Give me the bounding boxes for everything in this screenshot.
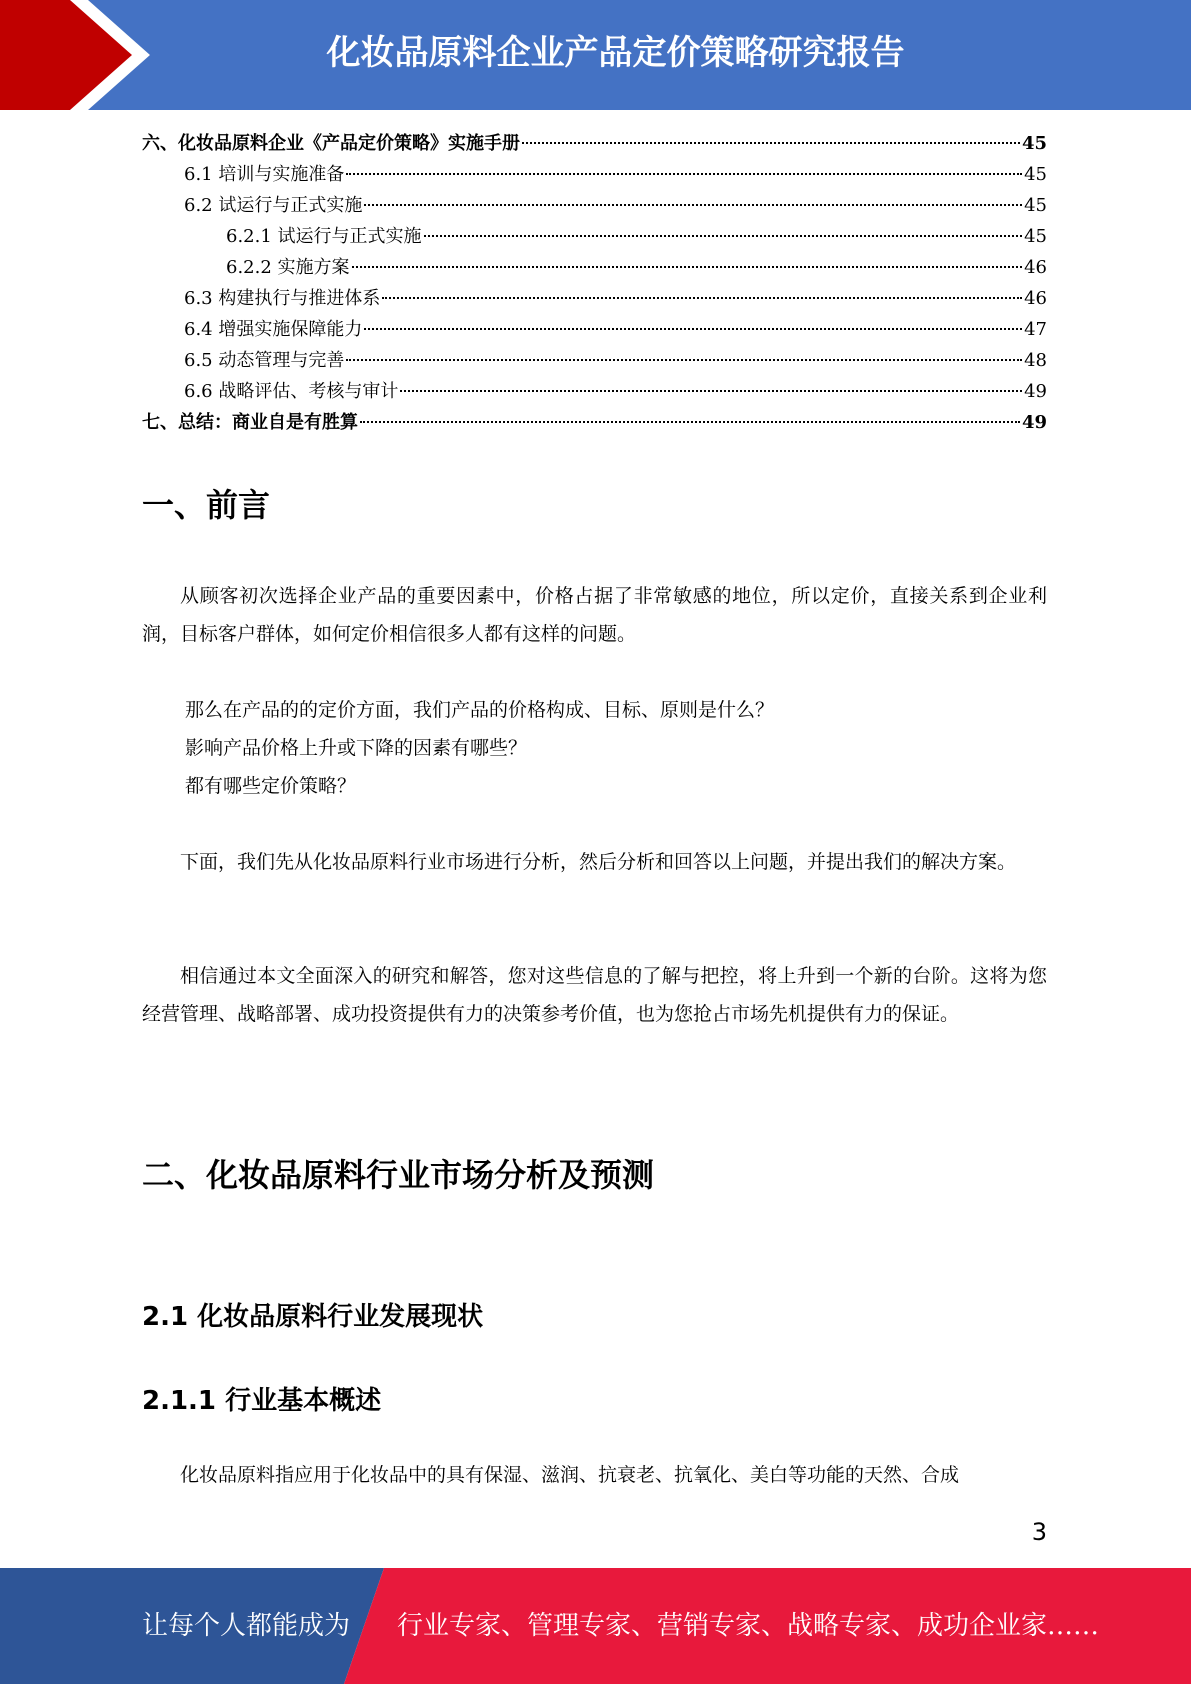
header-banner	[0, 0, 1191, 110]
paragraph: 从顾客初次选择企业产品的重要因素中，价格占据了非常敏感的地位，所以定价，直接关系到企业利润，目标客户群体，如何定价相信很多人都有这样的问题。	[142, 585, 1047, 645]
toc-leader-dots	[522, 142, 1020, 144]
toc-item-page: 45	[1024, 226, 1047, 247]
toc-leader-dots	[364, 328, 1022, 330]
toc-item-label: 六、化妆品原料企业《产品定价策略》实施手册	[142, 133, 520, 154]
toc-leader-dots	[400, 390, 1022, 392]
toc-item-page: 48	[1024, 350, 1047, 371]
toc-item-page: 49	[1021, 412, 1047, 433]
toc-item[interactable]	[142, 159, 1047, 190]
toc-item-label: 6.3 构建执行与推进体系	[184, 288, 381, 309]
toc-item-page: 45	[1024, 195, 1047, 216]
toc-item-label: 6.1 培训与实施准备	[184, 164, 345, 185]
toc-item[interactable]	[142, 283, 1047, 314]
toc-item[interactable]	[142, 407, 1047, 438]
toc-item-page: 45	[1024, 164, 1047, 185]
toc-leader-dots	[364, 204, 1022, 206]
red-chevron-icon	[0, 0, 160, 110]
toc-item[interactable]	[142, 376, 1047, 407]
toc-item-page: 47	[1024, 319, 1047, 340]
toc-item[interactable]	[142, 190, 1047, 221]
toc-item-label: 6.6 战略评估、考核与审计	[184, 381, 399, 402]
toc-item-label: 七、总结：商业自是有胜算	[142, 412, 358, 433]
toc-item[interactable]	[142, 252, 1047, 283]
toc-leader-dots	[424, 235, 1023, 237]
toc-item-page: 45	[1021, 133, 1047, 154]
toc-leader-dots	[352, 266, 1023, 268]
paragraph: 化妆品原料指应用于化妆品中的具有保湿、滋润、抗衰老、抗氧化、美白等功能的天然、合成	[180, 1464, 960, 1486]
toc-item[interactable]	[142, 345, 1047, 376]
toc-item[interactable]	[142, 221, 1047, 252]
question-line: 影响产品价格上升或下降的因素有哪些？	[185, 737, 528, 759]
toc-item-label: 6.2.1 试运行与正式实施	[226, 226, 422, 247]
toc-item-page: 46	[1024, 257, 1047, 278]
report-title: 化妆品原料企业产品定价策略研究报告	[326, 33, 905, 73]
toc-item-label: 6.4 增强实施保障能力	[184, 319, 363, 340]
table-of-contents	[142, 128, 1047, 438]
question-line: 都有哪些定价策略？	[185, 775, 357, 797]
toc-leader-dots	[346, 359, 1022, 361]
toc-leader-dots	[382, 297, 1022, 299]
toc-leader-dots	[346, 173, 1022, 175]
section-heading-market-analysis: 二、化妆品原料行业市场分析及预测	[142, 1156, 655, 1194]
paragraph: 相信通过本文全面深入的研究和解答，您对这些信息的了解与把控，将上升到一个新的台阶。这将为您经营管理、战略部署、成功投资提供有力的决策参考价值，也为您抢占市场先机提供有力的保证。	[142, 965, 1047, 1025]
toc-item-label: 6.2 试运行与正式实施	[184, 195, 363, 216]
toc-item-label: 6.2.2 实施方案	[226, 257, 350, 278]
section-heading-preface: 一、前言	[142, 486, 271, 524]
subsection-heading: 2.1.1 行业基本概述	[142, 1386, 382, 1416]
toc-item-page: 46	[1024, 288, 1047, 309]
toc-item[interactable]	[142, 128, 1047, 159]
footer-banner	[0, 1568, 1191, 1684]
footer-slogan-right: 行业专家、管理专家、营销专家、战略专家、成功企业家……	[397, 1611, 1100, 1641]
toc-item-label: 6.5 动态管理与完善	[184, 350, 345, 371]
paragraph: 下面，我们先从化妆品原料行业市场进行分析，然后分析和回答以上问题，并提出我们的解决方案。	[180, 851, 1017, 873]
subsection-heading: 2.1 化妆品原料行业发展现状	[142, 1302, 484, 1332]
question-line: 那么在产品的的定价方面，我们产品的价格构成、目标、原则是什么？	[185, 699, 775, 721]
page-number: 3	[1031, 1518, 1047, 1546]
toc-leader-dots	[360, 421, 1020, 423]
toc-item-page: 49	[1024, 381, 1047, 402]
footer-slogan-left: 让每个人都能成为	[142, 1611, 351, 1641]
toc-item[interactable]	[142, 314, 1047, 345]
